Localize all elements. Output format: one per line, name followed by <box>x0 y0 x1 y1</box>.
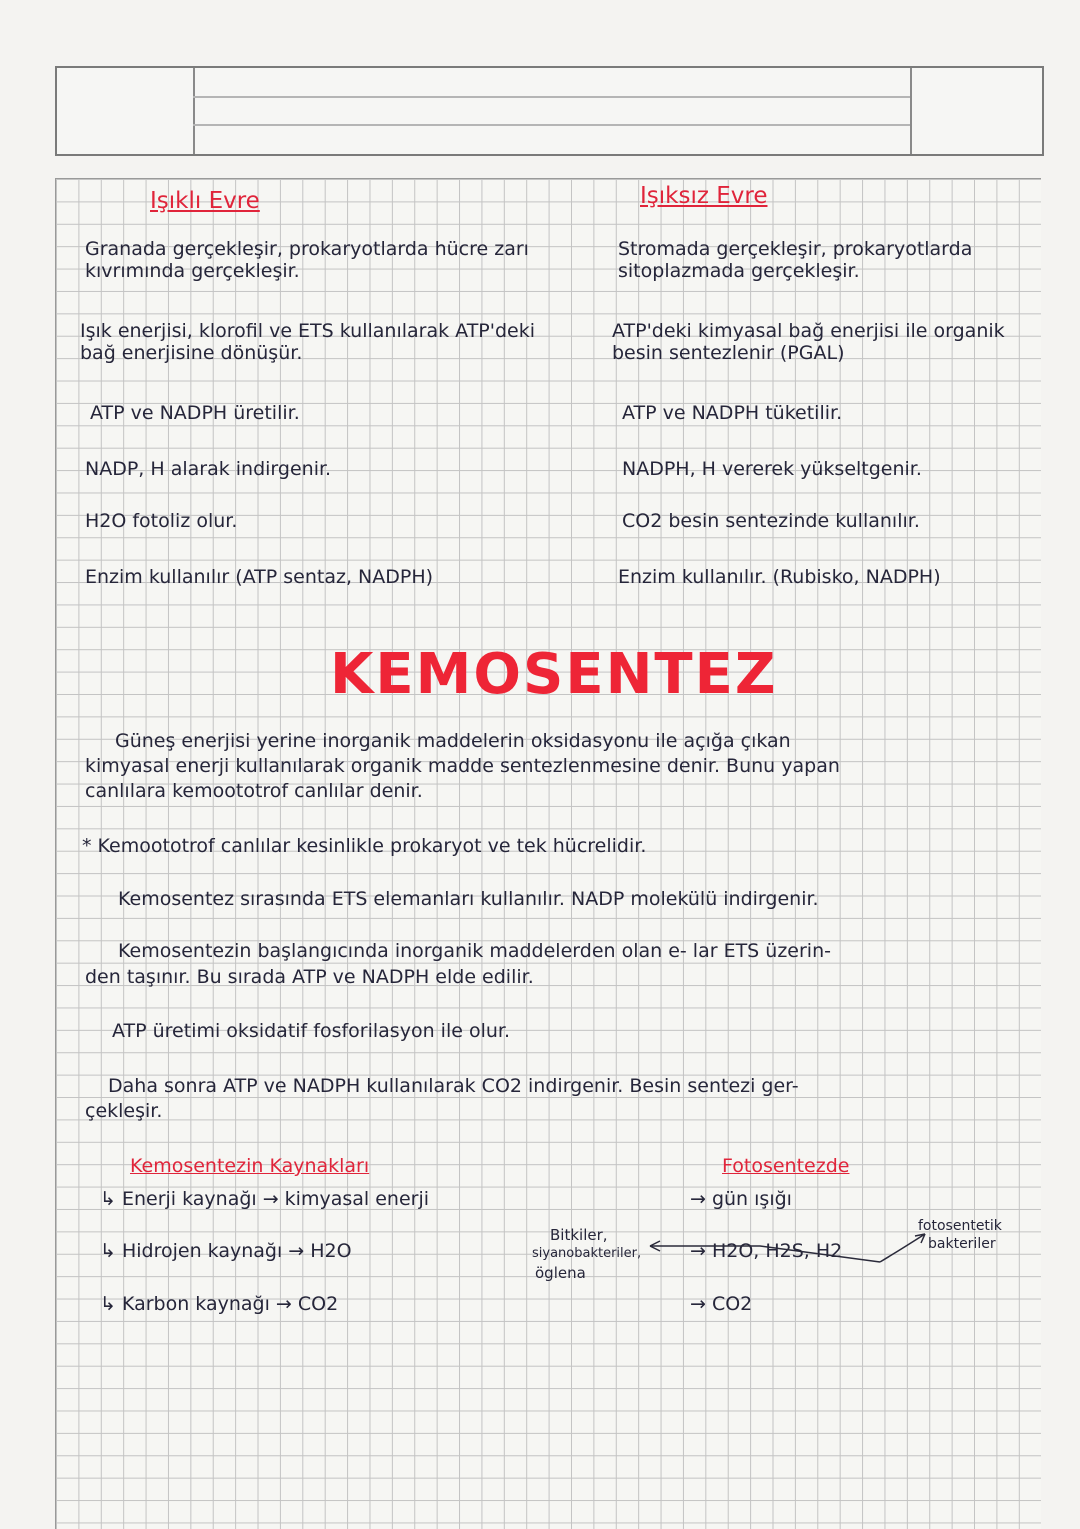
organisms-photosynthetic: fotosentetik <box>918 1218 1002 1234</box>
organisms-cyanobacteria: siyanobakteriler, <box>532 1246 642 1261</box>
left-item-2: Işık enerjisi, klorofil ve ETS kullanılarak ATP'deki bağ enerjisine dönüşür. <box>80 320 536 364</box>
left-column-title: Işıklı Evre <box>150 188 260 214</box>
sources-left-title: Kemosentezin Kaynakları <box>130 1155 370 1177</box>
source-carbon: ↳ Karbon kaynağı → CO2 <box>100 1293 339 1315</box>
organisms-bacteria: bakteriler <box>928 1236 996 1252</box>
arrow-to-plants <box>650 1246 880 1262</box>
photo-energy: → gün ışığı <box>690 1188 792 1210</box>
right-item-1: Stromada gerçekleşir, prokaryotlarda sitoplazmada gerçekleşir. <box>618 238 973 282</box>
definition-line-2: kimyasal enerji kullanılarak organik madde sentezlenmesine denir. Bunu yapan <box>85 755 840 777</box>
source-hydrogen: ↳ Hidrojen kaynağı → H2O <box>100 1240 352 1262</box>
source-energy: ↳ Enerji kaynağı → kimyasal enerji <box>100 1188 430 1210</box>
sources-right-title: Fotosentezde <box>722 1155 850 1177</box>
left-item-3: ATP ve NADPH üretilir. <box>90 402 300 424</box>
organisms-plants: Bitkiler, <box>550 1226 608 1244</box>
kemosentez-line-2: Kemosentezin başlangıcında inorganik maddelerden olan e- lar ETS üzerin- <box>118 940 831 962</box>
arrow-to-bacteria <box>880 1234 925 1262</box>
kemosentez-heading: KEMOSENTEZ <box>330 642 778 707</box>
right-column-title: Işıksız Evre <box>640 183 768 209</box>
photo-hydrogen: → H2O, H2S, H2 <box>690 1240 843 1262</box>
kemosentez-line-3: den taşınır. Bu sırada ATP ve NADPH elde edilir. <box>85 966 534 988</box>
left-item-6: Enzim kullanılır (ATP sentaz, NADPH) <box>85 566 434 588</box>
kemosentez-line-6: çekleşir. <box>85 1100 163 1122</box>
photo-carbon: → CO2 <box>690 1293 753 1315</box>
right-item-3: ATP ve NADPH tüketilir. <box>622 402 843 424</box>
kemosentez-line-1: Kemosentez sırasında ETS elemanları kullanılır. NADP molekülü indirgenir. <box>118 888 819 910</box>
definition-line-1: Güneş enerjisi yerine inorganik maddelerin oksidasyonu ile açığa çıkan <box>115 730 791 752</box>
kemosentez-line-4: ATP üretimi oksidatif fosforilasyon ile olur. <box>112 1020 510 1042</box>
kemosentez-line-5: Daha sonra ATP ve NADPH kullanılarak CO2 indirgenir. Besin sentezi ger- <box>108 1075 799 1097</box>
right-item-5: CO2 besin sentezinde kullanılır. <box>622 510 920 532</box>
right-item-2: ATP'deki kimyasal bağ enerjisi ile organik besin sentezlenir (PGAL) <box>612 320 1005 364</box>
left-item-5: H2O fotoliz olur. <box>85 510 238 532</box>
kemoototrof-note: * Kemoototrof canlılar kesinlikle prokaryot ve tek hücrelidir. <box>82 835 647 857</box>
left-item-1: Granada gerçekleşir, prokaryotlarda hücre zarı kıvrımında gerçekleşir. <box>85 238 529 282</box>
definition-line-3: canlılara kemoototrof canlılar denir. <box>85 780 423 802</box>
right-item-4: NADPH, H vererek yükseltgenir. <box>622 458 922 480</box>
left-item-4: NADP, H alarak indirgenir. <box>85 458 332 480</box>
right-item-6: Enzim kullanılır. (Rubisko, NADPH) <box>618 566 941 588</box>
organisms-euglena: öglena <box>535 1264 586 1282</box>
